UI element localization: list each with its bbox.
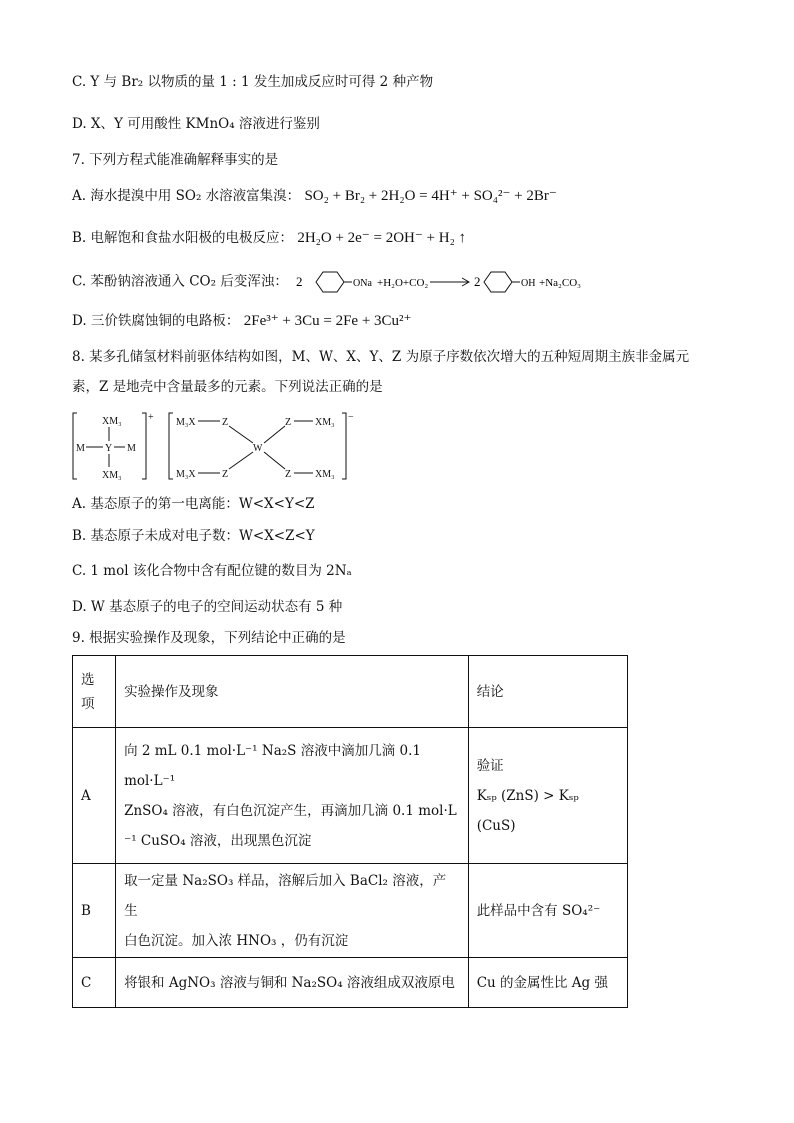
q7c-coefficient-1: 2 [296,274,303,289]
table-row [73,864,628,958]
row-operation: 取一定量 Na₂SO₃ 样品，溶解后加入 BaCl₂ 溶液，产生 白色沉淀。加入浓 HNO₃ ，仍有沉淀 [116,864,469,958]
q7c-reaction-scheme [294,269,614,295]
q7d-text: D. 三价铁腐蚀铜的电路板： [72,313,240,329]
cation-charge: + [148,412,154,423]
q7c-ohgroup: OH [521,278,536,289]
q8-option-d: D. W 基态原子的电子的空间运动状态有 5 种 [72,599,343,615]
svg-text:Z: Z [285,469,292,480]
question-7-stem: 7. 下列方程式能准确解释事实的是 [72,152,279,168]
table-header-row [73,656,628,728]
table-row [73,958,628,1008]
svg-text:XM₃: XM₃ [102,470,122,481]
table-row [73,728,628,864]
svg-text:M₃X: M₃X [176,417,196,428]
q7c-onagroup: ONa [353,278,373,289]
q7c-products: +Na₂CO₃ [539,277,582,289]
question-8-stem-line2: 素，Z 是地壳中含量最多的元素。下列说法正确的是 [72,379,383,395]
svg-text:M: M [76,443,85,454]
header-operation: 实验操作及现象 [116,656,469,728]
row-conclusion: 此样品中含有 SO₄²⁻ [468,864,627,958]
row-option: C [73,958,116,1008]
anion-charge: − [348,412,354,423]
q7a-text: A. 海水提溴中用 SO₂ 水溶液富集溴： [72,188,301,204]
q7-option-d [72,311,411,331]
q7b-equation: 2H₂O + 2e⁻ = 2OH⁻ + H₂ ↑ [297,230,467,246]
question-9-stem: 9. 根据实验操作及现象，下列结论中正确的是 [72,630,346,646]
svg-text:M₃X: M₃X [176,469,196,480]
q7-option-c [72,269,614,295]
q7-option-b [72,228,466,248]
svg-text:XM₃: XM₃ [102,416,122,427]
benzene-ring-icon [316,272,344,292]
q7-option-a [72,186,557,206]
option-c-q6: C. Y 与 Br₂ 以物质的量 1 : 1 发生加成反应时可得 2 种产物 [72,74,434,90]
q7c-text: C. 苯酚钠溶液通入 CO₂ 后变浑浊： [72,273,288,290]
header-conclusion: 结论 [468,656,627,728]
q7c-reactants: +H₂O+CO₂ [377,277,429,289]
svg-text:Z: Z [222,417,229,428]
q8-option-c: C. 1 mol 该化合物中含有配位键的数目为 2Nₐ [72,563,352,579]
svg-text:Y: Y [105,443,113,454]
q7c-coefficient-2: 2 [474,274,481,289]
row-conclusion: Cu 的金属性比 Ag 强 [468,958,627,1008]
q7a-equation: SO₂ + Br₂ + 2H₂O = 4H⁺ + SO₄²⁻ + 2Br⁻ [304,188,557,204]
row-operation: 向 2 mL 0.1 mol·L⁻¹ Na₂S 溶液中滴加几滴 0.1 mol·L⁻¹ ZnSO₄ 溶液，有白色沉淀产生，再滴加几滴 0.1 mol·L ⁻¹ CuSO₄ 溶液，出现黑色沉淀 [116,728,469,864]
svg-text:XM₃: XM₃ [315,469,335,480]
svg-text:XM₃: XM₃ [315,417,335,428]
svg-text:Z: Z [285,417,292,428]
option-d-q6: D. X、Y 可用酸性 KMnO₄ 溶液进行鉴别 [72,116,320,132]
row-operation: 将银和 AgNO₃ 溶液与铜和 Na₂SO₄ 溶液组成双液原电 [116,958,469,1008]
precursor-structure-diagram [72,408,362,484]
q8-option-a: A. 基态原子的第一电离能：W<X<Y<Z [72,496,315,512]
header-option: 选项 [73,656,116,728]
q7b-text: B. 电解饱和食盐水阳极的电极反应： [72,230,294,246]
svg-text:W: W [253,443,263,454]
q8-option-b: B. 基态原子未成对电子数：W<X<Z<Y [72,528,315,544]
row-option: B [73,864,116,958]
svg-text:M: M [127,443,136,454]
experiment-table [72,655,628,1008]
q7d-equation: 2Fe³⁺ + 3Cu = 2Fe + 3Cu²⁺ [243,313,412,329]
row-option: A [73,728,116,864]
question-8-stem-line1: 8. 某多孔储氢材料前驱体结构如图，M、W、X、Y、Z 为原子序数依次增大的五种短周期主族非金属元 [72,349,690,365]
benzene-ring-icon [484,272,512,292]
row-conclusion: 验证 Kₛₚ (ZnS) > Kₛₚ (CuS) [468,728,627,864]
svg-text:Z: Z [222,469,229,480]
